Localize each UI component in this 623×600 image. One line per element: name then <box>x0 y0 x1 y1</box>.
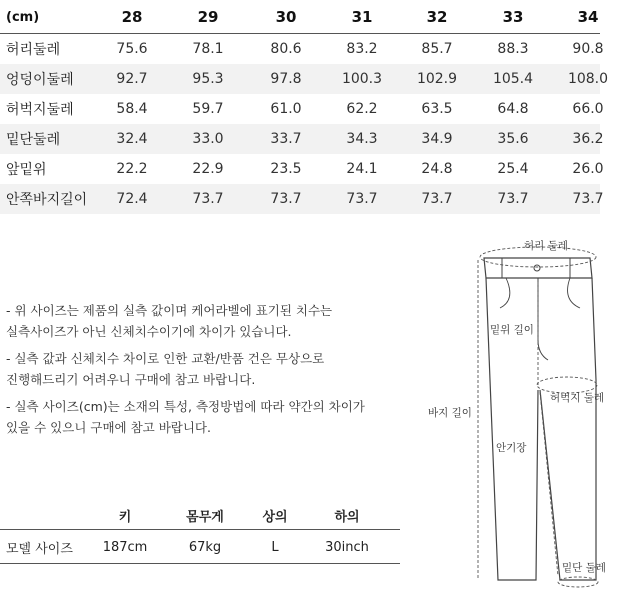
table-row <box>0 124 604 154</box>
table-cell: 33.0 <box>192 131 224 147</box>
table-cell: 73.7 <box>270 191 302 207</box>
model-weight: 67kg <box>188 539 222 555</box>
size-header: 31 <box>351 8 373 26</box>
table-cell: 63.5 <box>421 101 453 117</box>
table-cell: 26.0 <box>572 161 604 177</box>
table-cell: 35.6 <box>497 131 529 147</box>
model-table-header <box>0 500 400 530</box>
table-cell: 102.9 <box>416 71 458 87</box>
note-item <box>0 396 380 438</box>
table-row <box>0 64 609 94</box>
table-cell: 64.8 <box>497 101 529 117</box>
model-row-label: 모델 사이즈 <box>6 541 73 557</box>
table-cell: 92.7 <box>116 71 148 87</box>
table-cell: 22.9 <box>192 161 224 177</box>
pants-length-label: 바지 길이 <box>428 407 472 419</box>
table-cell: 108.0 <box>567 71 609 87</box>
note-line: 실측사이즈가 아닌 신체치수이기에 차이가 있습니다. <box>6 324 292 339</box>
table-cell: 59.7 <box>192 101 224 117</box>
table-cell: 58.4 <box>116 101 148 117</box>
model-table-row <box>0 530 400 564</box>
row-label: 밑단둘레 <box>6 132 61 148</box>
table-cell: 36.2 <box>572 131 604 147</box>
pants-measurement-diagram <box>420 230 606 600</box>
model-bottom-size: 30inch <box>325 539 369 555</box>
note-line: 진행해드리기 어려우니 구매에 참고 바랍니다. <box>6 372 256 387</box>
table-cell: 62.2 <box>346 101 378 117</box>
size-notes <box>0 300 380 444</box>
table-cell: 97.8 <box>270 71 302 87</box>
table-cell: 78.1 <box>192 41 224 57</box>
table-cell: 73.7 <box>572 191 604 207</box>
hem-label: 밑단 둘레 <box>562 562 606 574</box>
header-bottom: 하의 <box>334 509 360 525</box>
model-height: 187cm <box>102 539 148 555</box>
table-cell: 80.6 <box>270 41 302 57</box>
table-cell: 73.7 <box>497 191 529 207</box>
note-line: - 실측 사이즈(cm)는 소재의 특성, 측정방법에 따라 약간의 차이가 <box>6 399 365 414</box>
rise-label: 밑위 길이 <box>490 324 534 336</box>
table-cell: 85.7 <box>421 41 453 57</box>
size-header: 29 <box>197 8 219 26</box>
table-cell: 34.3 <box>346 131 378 147</box>
size-table-header <box>0 0 600 34</box>
table-cell: 34.9 <box>421 131 453 147</box>
table-cell: 100.3 <box>341 71 383 87</box>
model-size-table <box>0 500 400 564</box>
table-cell: 90.8 <box>572 41 604 57</box>
note-line: - 위 사이즈는 제품의 실측 값이며 케어라벨에 표기된 치수는 <box>6 303 333 318</box>
table-cell: 73.7 <box>421 191 453 207</box>
note-item <box>0 348 380 390</box>
table-cell: 83.2 <box>346 41 378 57</box>
table-cell: 25.4 <box>497 161 529 177</box>
table-cell: 95.3 <box>192 71 224 87</box>
table-cell: 23.5 <box>270 161 302 177</box>
note-line: - 실측 값과 신체치수 차이로 인한 교환/반품 건은 무상으로 <box>6 351 325 366</box>
table-cell: 72.4 <box>116 191 148 207</box>
table-cell: 73.7 <box>346 191 378 207</box>
header-top: 상의 <box>262 509 288 525</box>
table-cell: 75.6 <box>116 41 148 57</box>
table-cell: 66.0 <box>572 101 604 117</box>
size-header: 32 <box>426 8 448 26</box>
table-cell: 24.8 <box>421 161 453 177</box>
note-line: 있을 수 있으니 구매에 참고 바랍니다. <box>6 420 211 435</box>
header-weight: 몸무게 <box>186 509 224 525</box>
model-top-size: L <box>271 539 279 555</box>
table-cell: 22.2 <box>116 161 148 177</box>
thigh-label: 허벅지 둘레 <box>550 392 605 404</box>
table-row <box>0 94 604 124</box>
row-label: 허벅지둘레 <box>6 102 74 118</box>
table-cell: 33.7 <box>270 131 302 147</box>
row-label: 엉덩이둘레 <box>6 72 74 88</box>
size-header: 33 <box>502 8 524 26</box>
table-cell: 32.4 <box>116 131 148 147</box>
table-cell: 88.3 <box>497 41 529 57</box>
size-table <box>0 0 609 214</box>
table-row <box>0 154 604 184</box>
waist-label: 허리 둘레 <box>524 240 568 252</box>
inseam-label: 안기장 <box>496 442 527 454</box>
table-cell: 24.1 <box>346 161 378 177</box>
row-label: 허리둘레 <box>6 42 61 58</box>
header-height: 키 <box>118 509 132 525</box>
model-row-divider <box>0 563 400 564</box>
row-label: 안쪽바지길이 <box>6 192 88 208</box>
table-row <box>0 184 604 214</box>
row-label: 앞밑위 <box>6 162 47 178</box>
note-item <box>0 300 380 342</box>
unit-label: (cm) <box>6 9 40 25</box>
size-header: 28 <box>121 8 143 26</box>
table-cell: 73.7 <box>192 191 224 207</box>
table-cell: 105.4 <box>492 71 534 87</box>
table-cell: 61.0 <box>270 101 302 117</box>
size-header: 30 <box>275 8 297 26</box>
table-row <box>0 34 604 64</box>
size-header: 34 <box>577 8 599 26</box>
